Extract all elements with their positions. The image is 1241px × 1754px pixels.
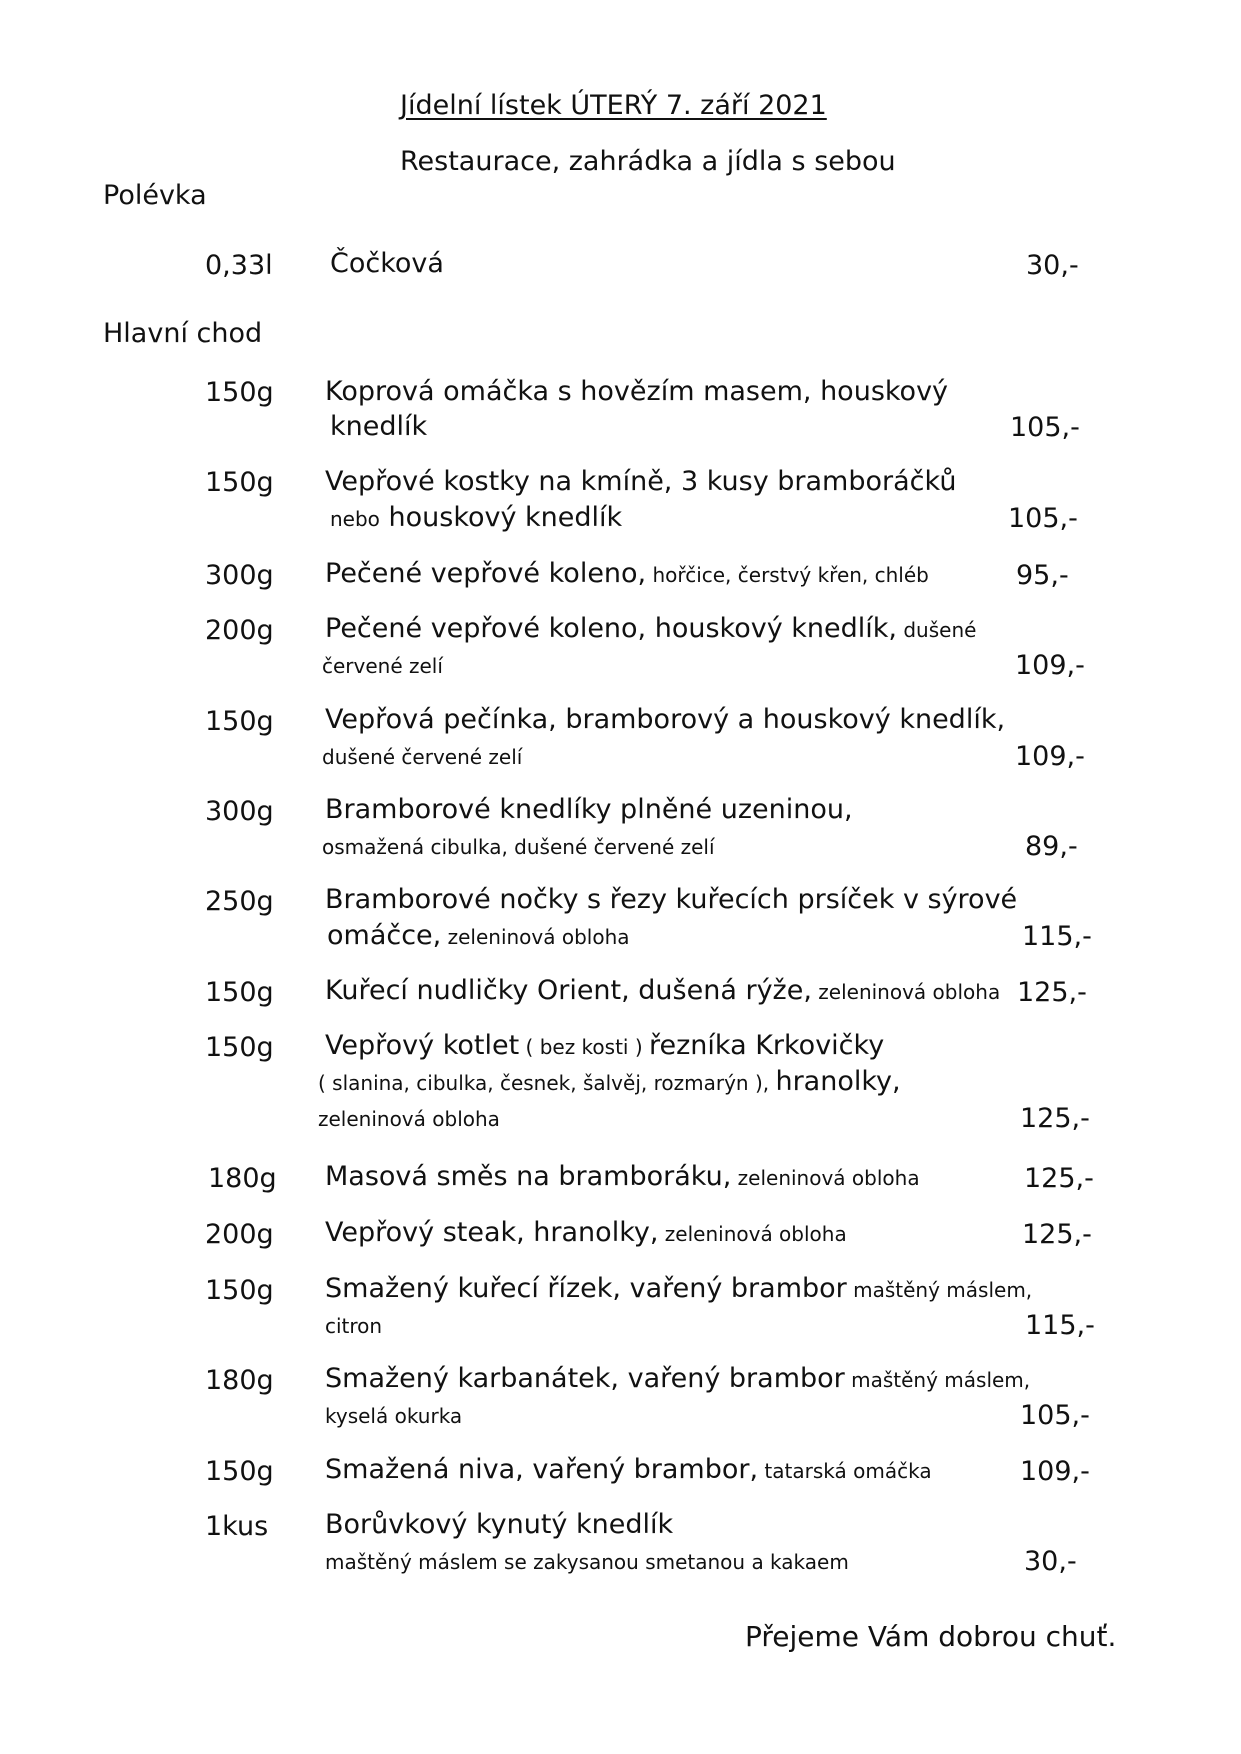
item-note: zeleninová obloha [441,925,630,949]
item-name-line1 [325,1159,920,1196]
item-price: 89,- [1025,831,1078,862]
item-name-part: Vepřový kotlet [325,1030,520,1061]
item-name-line2: knedlík [330,411,428,442]
item-price: 115,- [1025,1310,1095,1341]
item-price: 115,- [1022,921,1092,952]
item-note: zeleninová obloha [731,1166,920,1190]
item-qty: 150g [205,977,274,1008]
item-note: tatarská omáčka [758,1459,932,1483]
menu-subtitle: Restaurace, zahrádka a jídla s sebou [400,146,896,177]
item-name-part: Masová směs na bramboráku, [325,1161,732,1192]
item-name-line2 [325,1397,462,1434]
item-name-line1 [325,1028,884,1065]
item-qty: 200g [205,1219,274,1250]
item-price: 105,- [1020,1400,1090,1431]
section-heading-soup: Polévka [103,180,207,211]
item-price: 125,- [1024,1163,1094,1194]
item-name-part: Pečené vepřové koleno, houskový knedlík, [325,613,897,644]
item-name-line1: Vepřová pečínka, bramborový a houskový knedlík, [325,704,1006,735]
item-name-part: řezníka Krkovičky [649,1030,885,1061]
item-name-part: , vařený brambor, [515,1454,759,1485]
item-price: 125,- [1017,977,1087,1008]
item-qty: 180g [205,1365,274,1396]
item-qty: 250g [205,886,274,917]
item-name-part: Smažený kuřecí řízek, vařený brambor [325,1273,847,1304]
item-note: ( bez kosti ) [519,1035,649,1059]
soup-name: Čočková [330,248,444,279]
item-name-line2 [322,828,715,865]
item-note: citron [325,1314,383,1338]
item-qty: 300g [205,560,274,591]
soup-qty: 0,33l [205,250,273,281]
item-note: maštěný máslem, [844,1368,1031,1392]
item-qty: 150g [205,1032,274,1063]
item-note: maštěný máslem, [846,1278,1033,1302]
section-heading-main: Hlavní chod [103,318,263,349]
item-name-line2 [322,738,522,775]
item-name-line2 [322,647,443,684]
item-qty: 180g [208,1163,277,1194]
item-name-line2 [330,500,622,537]
item-qty: 150g [205,706,274,737]
item-name-line1: Koprová omáčka s hovězím masem, houskový [325,376,949,407]
item-note: kyselá okurka [325,1404,463,1428]
item-name-line2 [325,1543,849,1580]
item-name-line1: Bramborové knedlíky plněné uzeninou, [325,794,853,825]
item-name-line2 [327,918,630,955]
item-name-line1 [325,1215,847,1252]
item-name-line1 [325,1271,1032,1308]
item-note: dušené červené zelí [322,745,523,769]
item-qty: 200g [205,615,274,646]
item-note: nebo [330,507,380,531]
item-name-part: Smažená niva [325,1454,516,1485]
item-price: 109,- [1015,741,1085,772]
item-name-part: Vepřový steak, hranolky, [325,1217,659,1248]
item-note: červené zelí [322,654,443,678]
item-price: 125,- [1020,1103,1090,1134]
item-note: osmažená cibulka, dušené červené zelí [322,835,715,859]
item-note: dušené [896,618,977,642]
soup-price: 30,- [1026,250,1079,281]
item-name-part: omáčce, [327,920,442,951]
item-qty: 300g [205,796,274,827]
item-qty: 150g [205,1275,274,1306]
item-price: 109,- [1015,650,1085,681]
item-price: 105,- [1010,412,1080,443]
item-name-line1 [325,973,1000,1010]
closing-message: Přejeme Vám dobrou chuť. [745,1620,1117,1653]
item-note: maštěný máslem se zakysanou smetanou a kakaem [325,1550,849,1574]
item-price: 95,- [1016,560,1069,591]
item-name-line1 [325,1452,932,1489]
item-note: hořčice, čerstvý křen, chléb [646,563,929,587]
item-name-line1: Borůvkový kynutý knedlík [325,1509,674,1540]
item-name-part: hranolky, [775,1066,901,1097]
item-name-line1 [325,1361,1030,1398]
item-price: 30,- [1024,1546,1077,1577]
item-name-line2 [325,1307,382,1344]
menu-title: Jídelní lístek ÚTERÝ 7. září 2021 [400,90,827,121]
item-price: 105,- [1008,503,1078,534]
item-qty: 150g [205,377,274,408]
item-qty: 150g [205,1456,274,1487]
item-name-part: Pečené vepřové koleno, [325,558,647,589]
item-name-part: houskový knedlík [379,502,623,533]
item-name-line1: Bramborové nočky s řezy kuřecích prsíček v sýrové [325,884,1018,915]
item-name-line1 [325,611,976,648]
item-name-line3 [318,1100,500,1137]
item-note: zeleninová obloha [658,1222,847,1246]
item-name-part: Smažený karbanátek, vařený brambor [325,1363,845,1394]
item-qty: 150g [205,467,274,498]
item-note: ( slanina, cibulka, česnek, šalvěj, rozmarýn ), [318,1071,776,1095]
item-price: 109,- [1020,1456,1090,1487]
item-name-part: Kuřecí nudličky Orient, dušená rýže, [325,975,812,1006]
item-name-line2 [318,1064,901,1101]
item-qty: 1kus [205,1511,269,1542]
item-name-line1 [325,556,929,593]
item-name-line1: Vepřové kostky na kmíně, 3 kusy bramboráčků [325,466,957,497]
item-note: zeleninová obloha [318,1107,500,1131]
item-note: zeleninová obloha [811,980,1001,1004]
item-price: 125,- [1022,1219,1092,1250]
